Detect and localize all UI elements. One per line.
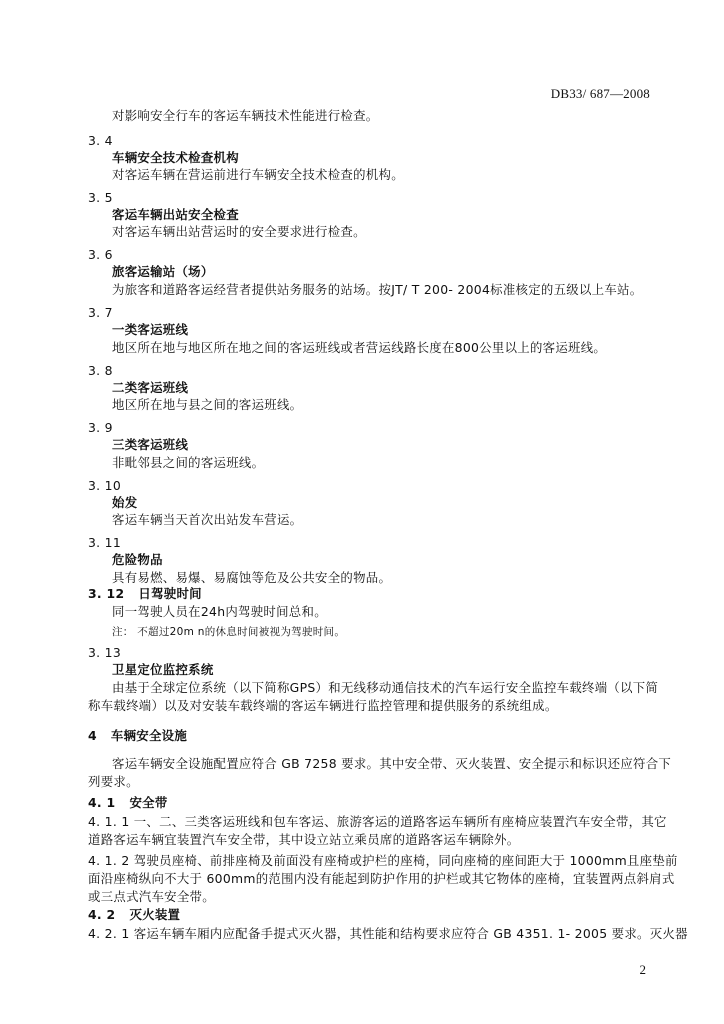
subsection-heading-4-2 <box>88 906 194 924</box>
body-text: 4. 1. 1 一、二、三类客运班线和包车客运、旅游客运的道路客运车辆所有座椅应装置汽车安全带，其它 <box>88 814 667 829</box>
body-text: 4. 1. 2 驾驶员座椅、前排座椅及前面没有座椅或护栏的座椅，同向座椅的座间距大于 1000mm且座垫前 <box>88 853 678 868</box>
term-definition: 同一驾驶人员在24h内驾驶时间总和。 <box>112 604 327 619</box>
subsection-number: 4. 1 <box>88 795 116 810</box>
body-text: 道路客运车辆宜装置汽车安全带，其中设立站立乘员席的道路客运车辆除外。 <box>88 832 520 847</box>
subsection-title: 安全带 <box>129 795 168 810</box>
subsection-number: 4. 2 <box>88 907 116 922</box>
clause-number: 3. 9 <box>88 420 113 435</box>
term-title: 危险物品 <box>112 552 163 567</box>
term-title: 二类客运班线 <box>112 380 189 395</box>
clause-number: 3. 5 <box>88 190 113 205</box>
note-text: 注： 不超过20m n的休息时间被视为驾驶时间。 <box>112 626 346 638</box>
clause-number: 3. 13 <box>88 645 122 660</box>
clause-number: 3. 8 <box>88 363 113 378</box>
clause-heading-3-12 <box>88 585 216 603</box>
page-number: 2 <box>639 962 646 977</box>
body-text: 列要求。 <box>88 774 139 789</box>
body-text: 面沿座椅纵向不大于 600mm的范围内没有能起到防护作用的护栏或其它物体的座椅，宜装置两点斜肩式 <box>88 871 675 886</box>
term-definition: 地区所在地与县之间的客运班线。 <box>112 397 303 412</box>
section-number: 4 <box>88 728 97 743</box>
body-text: 4. 2. 1 客运车辆车厢内应配备手提式灭火器，其性能和结构要求应符合 GB 4351. 1- 2005 要求。灭火器 <box>88 926 688 941</box>
term-title: 客运车辆出站安全检查 <box>112 207 239 222</box>
term-title: 车辆安全技术检查机构 <box>112 150 239 165</box>
subsection-title: 灭火装置 <box>129 907 181 922</box>
term-definition: 非毗邻县之间的客运班线。 <box>112 455 265 470</box>
term-definition: 客运车辆当天首次出站发车营运。 <box>112 512 303 527</box>
section-title: 车辆安全设施 <box>110 728 188 743</box>
subsection-heading-4-1 <box>88 794 182 812</box>
body-text: 客运车辆安全设施配置应符合 GB 7258 要求。其中安全带、灭火装置、安全提示和标识还应符合下 <box>112 756 672 771</box>
body-text: 对影响安全行车的客运车辆技术性能进行检查。 <box>112 108 379 123</box>
term-definition: 对客运车辆出站营运时的安全要求进行检查。 <box>112 224 366 239</box>
clause-number: 3. 12 <box>88 586 125 601</box>
clause-number: 3. 6 <box>88 247 113 262</box>
document-id: DB33/ 687—2008 <box>550 86 650 101</box>
term-definition: 由基于全球定位系统（以下简称GPS）和无线移动通信技术的汽车运行安全监控车载终端（以下简 <box>112 680 659 695</box>
term-definition: 具有易燃、易爆、易腐蚀等危及公共安全的物品。 <box>112 570 392 585</box>
term-title: 旅客运输站（场） <box>112 264 214 279</box>
body-text: 或三点式汽车安全带。 <box>88 889 215 904</box>
term-definition: 地区所在地与地区所在地之间的客运班线或者营运线路长度在800公里以上的客运班线。 <box>112 340 607 355</box>
clause-number: 3. 10 <box>88 478 122 493</box>
clause-number: 3. 7 <box>88 305 113 320</box>
term-definition: 为旅客和道路客运经营者提供站务服务的站场。按JT/ T 200- 2004标准核定的五级以上车站。 <box>112 282 643 297</box>
term-title: 三类客运班线 <box>112 437 189 452</box>
section-heading-4 <box>88 727 201 745</box>
term-title: 始发 <box>112 495 138 510</box>
term-title: 日驾驶时间 <box>138 586 202 601</box>
term-title: 卫星定位监控系统 <box>112 662 214 677</box>
clause-number: 3. 11 <box>88 535 122 550</box>
clause-number: 3. 4 <box>88 133 113 148</box>
term-definition: 对客运车辆在营运前进行车辆安全技术检查的机构。 <box>112 167 404 182</box>
term-definition: 称车载终端）以及对安装车载终端的客运车辆进行监控管理和提供服务的系统组成。 <box>88 698 558 713</box>
term-title: 一类客运班线 <box>112 322 189 337</box>
